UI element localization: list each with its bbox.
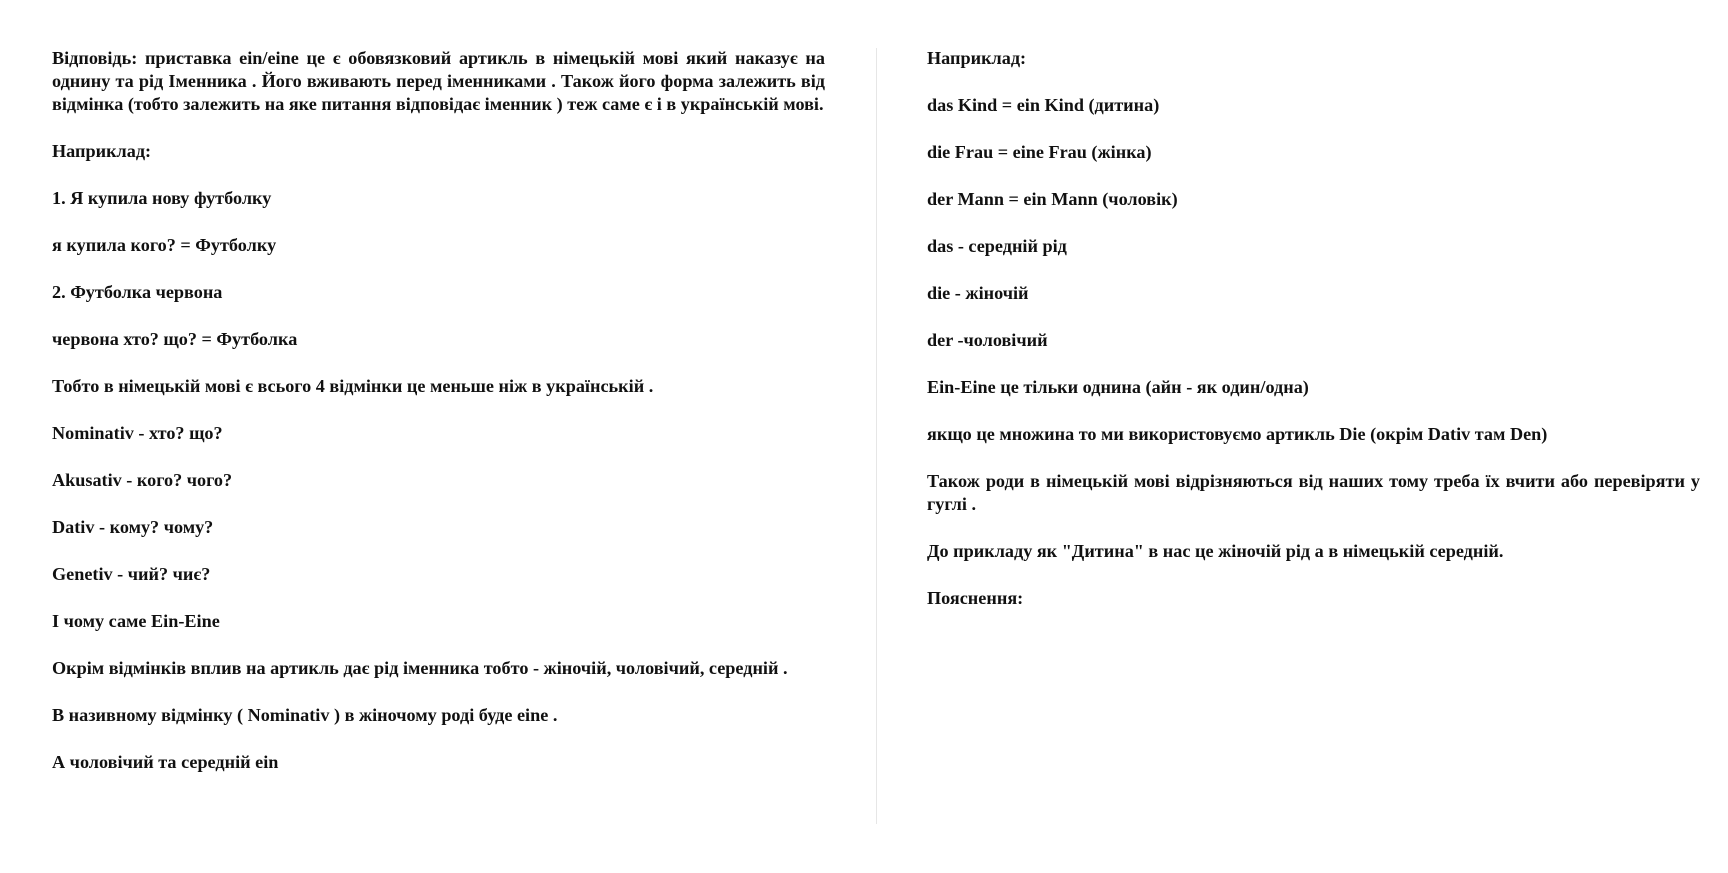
singular-note: Ein-Eine це тільки однина (айн - як один/одна) <box>927 377 1309 397</box>
case-nominativ: Nominativ - хто? що? <box>52 423 223 443</box>
child-example: До прикладу як "Дитина" в нас це жіночій рід а в німецькій середній. <box>927 541 1504 561</box>
example-das-kind: das Kind = ein Kind (дитина) <box>927 95 1160 115</box>
example-die-frau: die Frau = eine Frau (жінка) <box>927 142 1152 162</box>
column-divider <box>876 48 877 824</box>
genders-differ-paragraph: Також роди в німецькій мові відрізняються від наших тому треба їх вчити або перевіряти у гуглі . <box>927 471 1700 514</box>
example-1-question: я купила кого? = Футболку <box>52 235 277 255</box>
example-der-mann: der Mann = ein Mann (чоловік) <box>927 189 1178 209</box>
example-heading-right: Наприклад: <box>927 48 1027 68</box>
answer-paragraph: Відповідь: приставка ein/eine це є обовязковий артикль в німецькій мові який наказує на однину та рід Іменника . Його вживають перед іменниками . Також його форма залежить від відмінка (тобто залежить на яке питання відповідає іменник ) теж саме є і в українській мові. <box>52 48 825 114</box>
why-ein-eine: І чому саме Ein-Eine <box>52 611 220 631</box>
das-neuter: das - середній рід <box>927 236 1067 256</box>
gender-paragraph: Окрім відмінків вплив на артикль дає рід іменника тобто - жіночій, чоловічий, середній . <box>52 658 788 678</box>
cases-intro: Тобто в німецькій мові є всього 4 відмінки це меньше ніж в українській . <box>52 376 654 396</box>
plural-note: якщо це множина то ми використовуємо артикль Die (окрім Dativ там Den) <box>927 424 1548 444</box>
die-feminine: die - жіночій <box>927 283 1029 303</box>
left-column <box>52 47 825 798</box>
explanation-heading: Пояснення: <box>927 588 1024 608</box>
example-2-question: червона хто? що? = Футболка <box>52 329 298 349</box>
masculine-neuter: А чоловічий та середній ein <box>52 752 279 772</box>
nominativ-feminine: В називному відмінку ( Nominativ ) в жіночому роді буде eine . <box>52 705 558 725</box>
example-1: 1. Я купила нову футболку <box>52 188 272 208</box>
der-masculine: der -чоловічий <box>927 330 1048 350</box>
example-heading: Наприклад: <box>52 141 152 161</box>
example-2: 2. Футболка червона <box>52 282 223 302</box>
case-dativ: Dativ - кому? чому? <box>52 517 214 537</box>
right-column <box>927 47 1700 634</box>
case-akusativ: Akusativ - кого? чого? <box>52 470 233 490</box>
case-genetiv: Genetiv - чий? чиє? <box>52 564 211 584</box>
